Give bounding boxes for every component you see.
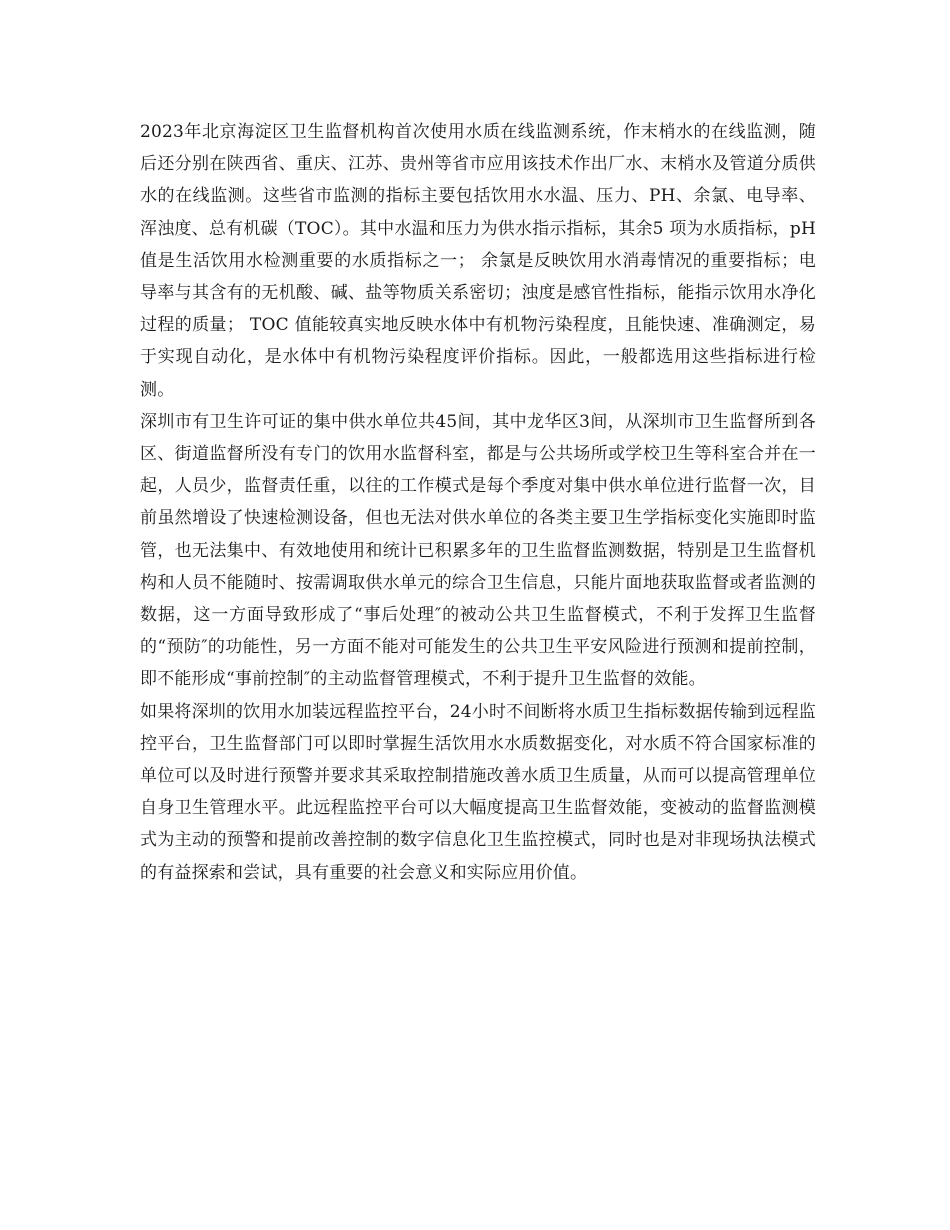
paragraph-remote-monitoring-platform: 如果将深圳的饮用水加装远程监控平台，24小时不间断将水质卫生指标数据传输到远程监控平台，卫生监督部门可以即时掌握生活饮用水水质数据变化，对水质不符合国家标准的单位可以及时进行预警并要求其采取控制措施改善水质卫生质量，从而可以提高管理单位自身卫生管理水平。此远程监控平台可以大幅度提高卫生监督效能，变被动的监督监测模式为主动的预警和提前改善控制的数字信息化卫生监控模式，同时也是对非现场执法模式的有益探索和尝试，具有重要的社会意义和实际应用价值。 xyxy=(140,701,816,883)
paragraph-shenzhen-supervision-status: 深圳市有卫生许可证的集中供水单位共45间，其中龙华区3间，从深圳市卫生监督所到各区、街道监督所没有专门的饮用水监督科室，都是与公共场所或学校卫生等科室合并在一起，人员少，监督责任重，以往的工作模式是每个季度对集中供水单位进行监督一次，目前虽然增设了快速检测设备，但也无法对供水单位的各类主要卫生学指标变化实施即时监管，也无法集中、有效地使用和统计已积累多年的卫生监督监测数据，特别是卫生监督机构和人员不能随时、按需调取供水单元的综合卫生信息，只能片面地获取监督或者监测的数据，这一方面导致形成了“事后处理″的被动公共卫生监督模式，不利于发挥卫生监督的“预防″的功能性，另一方面不能对可能发生的公共卫生平安风险进行预测和提前控制，即不能形成“事前控制″的主动监督管理模式，不利于提升卫生监督的效能。 xyxy=(140,411,816,690)
paragraph-water-monitoring-indicators: 2023年北京海淀区卫生监督机构首次使用水质在线监测系统，作末梢水的在线监测，随后还分别在陕西省、重庆、江苏、贵州等省市应用该技术作出厂水、末梢水及管道分质供水的在线监测。这些省市监测的指标主要包括饮用水水温、压力、PH、余氯、电导率、浑浊度、总有机碳（TOC）。其中水温和压力为供水指示指标，其余5 项为水质指标，pH 值是生活饮用水检测重要的水质指标之一； 余氯是反映饮用水消毒情况的重要指标；电导率与其含有的无机酸、碱、盐等物质关系密切；浊度是感官性指标，能指示饮用水净化过程的质量； TOC 值能较真实地反映水体中有机物污染程度，且能快速、准确测定，易于实现自动化，是水体中有机物污染程度评价指标。因此，一般都选用这些指标进行检测。 xyxy=(140,122,816,400)
document-body xyxy=(140,116,816,889)
